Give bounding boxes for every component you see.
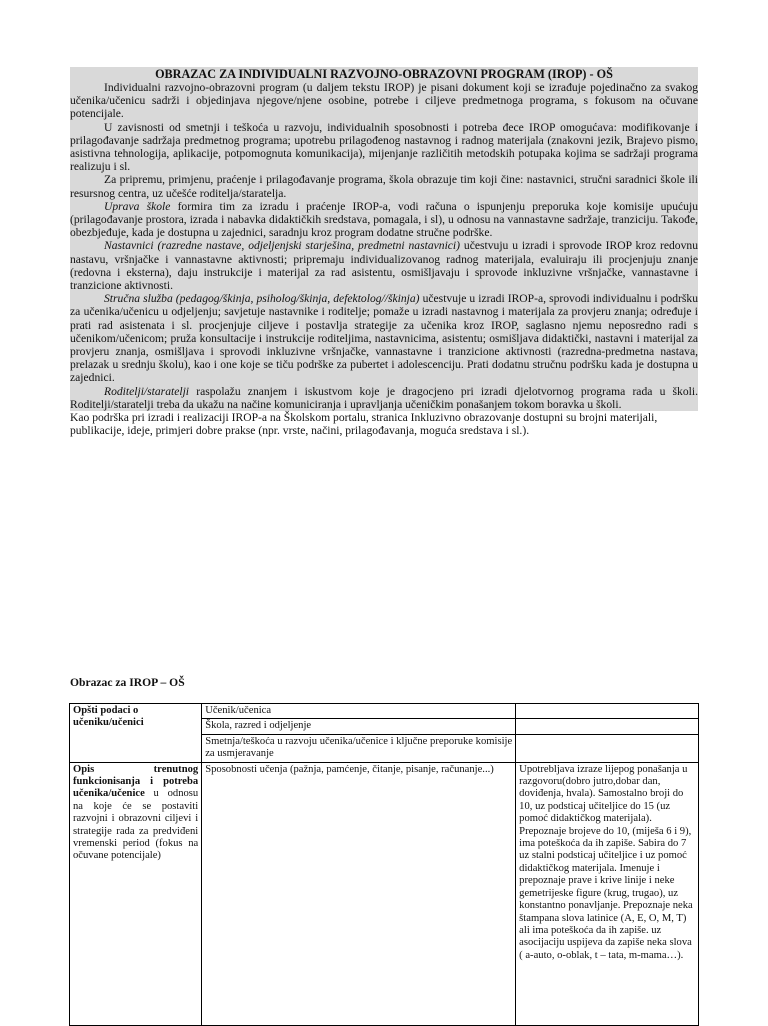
paragraph-teachers (70, 239, 698, 292)
parents-lead: Roditelji/staratelji (104, 384, 190, 398)
form-subtitle: Obrazac za IROP – OŠ (70, 676, 185, 689)
paragraph-team: Za pripremu, primjenu, praćenje i prilagođavanje programa, škola obrazuje tim koji čine: nastavnici, stručni saradnici škole ili resursnog centra, uz učešće roditelja/staratelja. (70, 173, 698, 200)
teachers-lead: Nastavnici (razredne nastave, odjeljenjski starješina, predmetni nastavnici) (104, 239, 461, 253)
functioning-header-text: u odnosu na koje će se postaviti razvojni i obrazovni ciljevi i strategije rada za predviđeni vremenski period (fokus na očuvane potencijale) (73, 788, 199, 862)
table-row (70, 704, 699, 719)
paragraph-management (70, 200, 698, 240)
document-body (70, 67, 698, 437)
teachers-text: učestvuju u izradi i sprovode IROP kroz redovnu nastavu, vršnjačke i vannastavne aktivnosti; pripremaju individualizovanog radnog materijala, evaluiraju ili procjenjuju znanje (redovna i eksterna), daju instrukcije i materijal za rad asistentu, osmišljavaju i sprovode inkluzivne vršnjačke, vannastavne i tranzicione aktivnosti. (70, 239, 698, 293)
functioning-description-header (70, 762, 202, 1025)
student-name-value[interactable] (516, 704, 699, 719)
learning-abilities-label: Sposobnosti učenja (pažnja, pamćenje, čitanje, pisanje, računanje...) (202, 762, 516, 1025)
paragraph-parents (70, 385, 698, 411)
expert-service-text: učestvuje u izradi IROP-a, sprovodi individualnu i podršku za učenika/učenicu u odjeljenju; savjetuje nastavnike i roditelje; pomaže u izradi nastavnog i materijala za provjeru znanja; određuje i prati rad asistenata i sl. procjenjuje ciljeve i postavlja strategije za učenika kroz IROP, saglasno njemu neposredno radi s učenikom/učenicom; pruža konsultacije i instrukcije roditeljima, nastavnicima, asistentu; osmišljava didaktički, nastavni i materijal za provjeru znanja, osmišljava i sprovodi inkluzivne vršnjačke, vannastavne i tranzicione aktivnosti (razredna-predmetna nastava, prelazak u srednju školu), kao i one koje se tiču podrške za pubertet i adolescenciju. Prati dodatnu stručnu podršku kada je dostupna u zajednici. (70, 292, 698, 385)
paragraph-expert-service (70, 292, 698, 384)
general-info-header: Opšti podaci o učeniku/učenici (70, 704, 202, 763)
expert-service-lead: Stručna služba (pedagog/škinja, psiholog/škinja, defektolog//škinja) (104, 292, 420, 306)
school-class-label: Škola, razred i odjeljenje (202, 719, 516, 734)
document-title: OBRAZAC ZA INDIVIDUALNI RAZVOJNO-OBRAZOVNI PROGRAM (IROP) - OŠ (70, 67, 698, 81)
disability-label: Smetnja/teškoća u razvoju učenika/učenice i ključne preporuke komisije za usmjeravanje (202, 734, 516, 762)
irop-form-table (69, 703, 699, 1026)
learning-abilities-value[interactable]: Upotrebljava izraze lijepog ponašanja u razgovoru(dobro jutro,dobar dan, doviđenja, hvala). Samostalno broji do 10, uz podsticaj učiteljice do 15 (uz pomoć didaktičkog materijala). Prepoznaje brojeve do 10, (miješa 6 i 9), ima poteškoća da ih zapiše. Sabira do 7 uz stalni podsticaj učiteljice i uz pomoć didaktičkog materijala. Imenuje i prepoznaje prave i krive linije i neke gemetrijeske figure (krug, trugao), uz konstantno ponavljanje. Prepoznaje neka štampana slova latinice (A, E, O, M, T) ali ima poteškoća da ih zapiše. uz asocijaciju uspijeva da zapiše neka slova ( a-auto, o-oblak, t – tata, m-mama…). (516, 762, 699, 1025)
paragraph-modification: U zavisnosti od smetnji i teškoća u razvoju, individualnih sposobnosti i potreba đece IROP omogućava: modifikovanje i prilagođavanje sadržaja predmetnog programa; upotrebu prilagođenog nastavnog i radnog materijala (znakovni jezik, Brajevo pismo, asistivna tehnologija, aplikacije, potpomognuta komunikacija), mijenjanje različitih metodskih potupaka kojima se sadržaji programa realizuju i sl. (70, 120, 698, 174)
table-row (70, 762, 699, 1025)
parents-text: raspolažu znanjem i iskustvom koje je dragocjeno pri izradi djelotvornog programa rada u školi. Roditelji/staratelji treba da ukažu na načine komuniciranja i upravljanja učeničkim ponašanjem tokom boravka u školi. (70, 384, 698, 411)
management-lead: Uprava škole (104, 199, 171, 213)
student-name-label: Učenik/učenica (202, 704, 516, 719)
management-text: formira tim za izradu i praćenje IROP-a, vodi računa o ispunjenju preporuka koje komisije upućuju (prilagođavanje prostora, izrada i nabavka didaktičkih sredstava, pomagala, i sl), u odnosu na vannastavne sadržaje, tranziciju. Takođe, obezbjeđuje, kada je dostupna u zajednici, saradnju kroz program dodatne stručne podrške. (70, 199, 698, 240)
paragraph-intro: Individualni razvojno-obrazovni program (u daljem tekstu IROP) je pisani dokument koji se izrađuje pojedinačno za svakog učenika/učenicu sadrži i objedinjava njegove/njene osobine, potrebe i ciljeve predmetnoga programa, s fokusom na očuvane potencijale. (70, 81, 698, 121)
disability-value[interactable] (516, 734, 699, 762)
paragraph-portal-support: Kao podrška pri izradi i realizaciji IROP-a na Školskom portalu, stranica Inkluzivno obrazovanje dostupni su brojni materijali, publikacije, ideje, primjeri dobre prakse (npr. vrste, načini, prilagođavanja, moguća sredstava i sl.). (70, 411, 658, 438)
functioning-header-bold: Opis trenutnog funkcionisanja i potreba učenika/učenice (73, 763, 199, 800)
school-class-value[interactable] (516, 719, 699, 734)
